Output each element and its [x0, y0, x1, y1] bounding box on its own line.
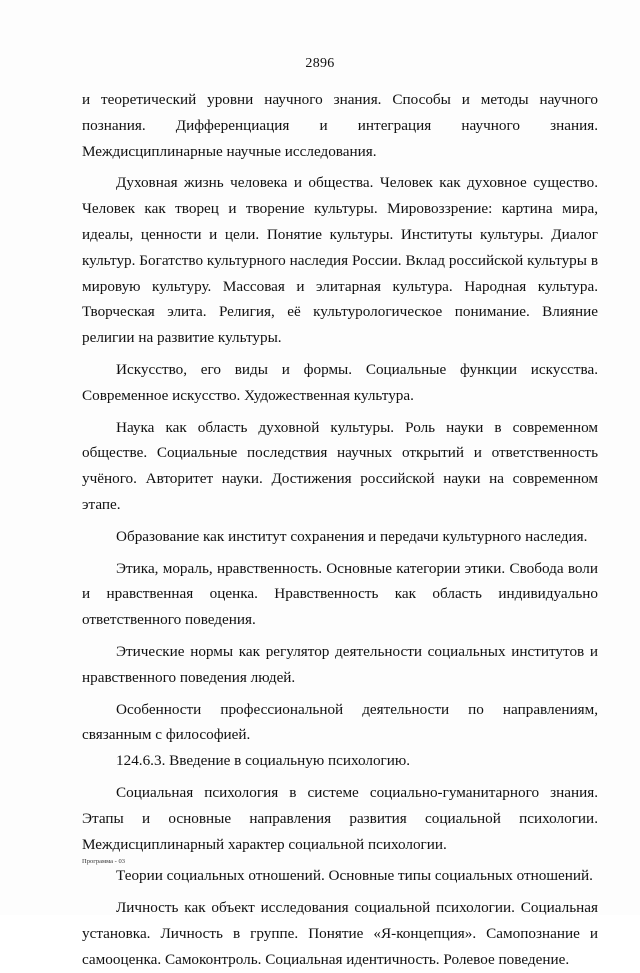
section-heading: 124.6.3. Введение в социальную психологию.: [116, 752, 411, 770]
paragraph-professional: Особенности профессиональной деятельности по направлениям, связанным с философией.: [82, 700, 598, 744]
paragraph-art: Искусство, его виды и формы. Социальные функции искусства. Современное искусство. Художественная культура.: [82, 360, 598, 404]
paragraph-spiritual-life: Духовная жизнь человека и общества. Человек как духовное существо. Человек как творец и творение культуры. Мировоззрение: картина мира, идеалы, ценности и цели. Понятие культуры. Институты культуры. Диалог культур. Богатство культурного наследия России. Вклад российской культуры в мировую культуру. Массовая и элитарная культура. Народная культура. Творческая элита. Религия, её культурологическое понимание. Влияние религии на развитие культуры.: [82, 174, 598, 347]
page-number: 2896: [305, 56, 335, 71]
body-text: [82, 87, 598, 973]
paragraph-knowledge-levels: и теоретический уровни научного знания. Способы и методы научного познания. Дифференциация и интеграция научного знания. Междисциплинарные научные исследования.: [82, 91, 598, 160]
paragraph-personality: Личность как объект исследования социальной психологии. Социальная установка. Личность в группе. Понятие «Я-концепция». Самопознание и самооценка. Самоконтроль. Социальная идентичность. Ролевое поведение.: [82, 899, 598, 968]
paragraph-social-relations: Теории социальных отношений. Основные типы социальных отношений.: [116, 867, 593, 885]
paragraph-ethical-norms: Этические нормы как регулятор деятельности социальных институтов и нравственного поведения людей.: [82, 642, 598, 686]
footer-note: Программа - 03: [82, 858, 125, 865]
paragraph-ethics: Этика, мораль, нравственность. Основные категории этики. Свобода воли и нравственная оценка. Нравственность как область индивидуально ответственного поведения.: [82, 559, 598, 629]
paragraph-social-psychology: Социальная психология в системе социально-гуманитарного знания. Этапы и основные направления развития социальной психологии. Междисциплинарный характер социальной психологии.: [82, 783, 598, 853]
paragraph-education: Образование как институт сохранения и передачи культурного наследия.: [116, 527, 588, 545]
paragraph-science: Наука как область духовной культуры. Роль науки в современном обществе. Социальные последствия научных открытий и ответственность учёного. Авторитет науки. Достижения российской науки на современном этапе.: [82, 418, 598, 513]
